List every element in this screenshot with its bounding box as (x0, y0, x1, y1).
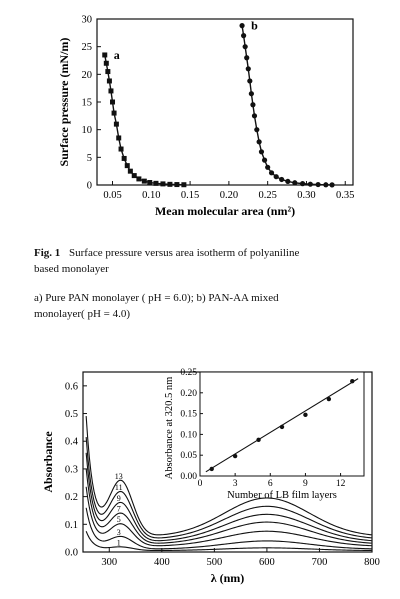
series-b-point (300, 181, 305, 186)
isotherm-frame (97, 19, 353, 185)
series-b-point (269, 170, 274, 175)
spectrum-11-label: 11 (114, 483, 123, 493)
series-a-point (105, 69, 110, 74)
series-b-point (244, 55, 249, 60)
x-tick-label: 500 (206, 557, 223, 568)
x-axis-label: λ (nm) (210, 571, 245, 585)
series-a-point (108, 88, 113, 93)
series-a-point (167, 182, 172, 187)
series-b-point (243, 44, 248, 49)
series-b-point (265, 165, 270, 170)
y-tick-label: 0 (86, 180, 92, 192)
series-a-label: a (113, 47, 120, 62)
series-a-point (136, 176, 141, 181)
caption-line3: a) Pure PAN monolayer ( pH = 6.0); b) PAN-AA mixed (34, 292, 279, 304)
y-tick-label: 0.6 (64, 381, 78, 393)
figure-caption (34, 245, 384, 277)
inset-plot (164, 368, 364, 501)
y-tick-label: 5 (86, 152, 92, 164)
caption-line4: monolayer( pH = 4.0) (34, 308, 131, 320)
series-a-point (181, 182, 186, 187)
inset-data-point (303, 413, 307, 417)
inset-data-point (210, 467, 214, 471)
inset-data-point (280, 425, 284, 429)
caption-title-line2: based monolayer (34, 263, 109, 275)
series-b-point (279, 177, 284, 182)
inset-x-tick-label: 9 (303, 479, 308, 489)
x-axis-label: Mean molecular area (nm²) (154, 204, 296, 218)
series-a-point (112, 111, 117, 116)
series-a-point (174, 182, 179, 187)
x-tick-label: 400 (153, 557, 170, 568)
y-tick-label: 0.3 (64, 464, 78, 476)
spectrum-9-label: 9 (116, 493, 121, 503)
series-b-point (246, 66, 251, 71)
series-a-point (122, 156, 127, 161)
series-a-point (114, 122, 119, 127)
x-tick-label: 800 (364, 557, 380, 568)
series-b-line (242, 26, 332, 185)
y-tick-label: 0.4 (64, 436, 78, 448)
inset-x-tick-label: 6 (267, 479, 273, 489)
series-b-point (252, 113, 257, 118)
series-b-point (259, 149, 264, 154)
series-b-point (323, 182, 328, 187)
series-a-point (142, 179, 147, 184)
series-b-point (274, 174, 279, 179)
series-b-point (292, 180, 297, 185)
inset-x-tick-label: 12 (335, 479, 346, 489)
inset-y-tick-label: 0.05 (180, 451, 197, 462)
x-tick-label: 0.35 (336, 190, 355, 201)
inset-y-tick-label: 0.20 (180, 388, 197, 399)
spectrum-1-label: 1 (116, 538, 121, 548)
figure-caption-detail (34, 290, 384, 322)
series-b-point (241, 33, 246, 38)
x-tick-label: 700 (311, 557, 328, 568)
y-tick-label: 30 (81, 14, 92, 26)
series-a-point (160, 181, 165, 186)
y-axis-label: Surface pressure (mN/m) (57, 37, 71, 167)
caption-title-line1: Surface pressure versus area isotherm of polyaniline (69, 247, 300, 259)
inset-y-tick-label: 0.00 (180, 472, 197, 482)
inset-data-point (327, 397, 331, 401)
y-tick-label: 0.5 (64, 409, 78, 421)
series-b-point (315, 182, 320, 187)
inset-x-tick-label: 0 (197, 479, 203, 489)
isotherm-plot (57, 15, 354, 219)
x-tick-label: 0.15 (180, 190, 200, 201)
inset-y-axis-label: Absorbance at 320.5 nm (164, 376, 175, 480)
inset-x-axis-label: Number of LB film layers (227, 490, 337, 501)
spectrum-3-label: 3 (116, 527, 121, 537)
series-a-point (110, 100, 115, 105)
series-a-point (119, 147, 124, 152)
y-tick-label: 15 (81, 97, 92, 109)
spectrum-13-label: 13 (114, 471, 123, 481)
series-a-point (125, 163, 130, 168)
series-b-point (262, 158, 267, 163)
inset-y-tick-label: 0.15 (180, 409, 197, 420)
series-b-point (247, 78, 252, 83)
inset-y-tick-label: 0.25 (180, 368, 197, 378)
series-a-line (105, 55, 184, 185)
inset-data-point (233, 454, 237, 458)
series-b-point (329, 182, 334, 187)
series-b-label: b (251, 18, 258, 33)
x-tick-label: 0.20 (219, 190, 239, 201)
series-a-point (104, 61, 109, 66)
series-b-point (254, 127, 259, 132)
y-tick-label: 0.0 (64, 547, 78, 559)
y-tick-label: 0.1 (64, 519, 78, 531)
inset-x-tick-label: 3 (232, 479, 238, 489)
series-b-point (250, 102, 255, 107)
series-a-point (128, 169, 133, 174)
figure-number: Fig. 1 (34, 247, 61, 259)
series-a-point (153, 181, 158, 186)
series-b-point (239, 23, 244, 28)
series-b-point (257, 139, 262, 144)
series-a-point (116, 135, 121, 140)
y-tick-label: 20 (81, 69, 92, 81)
spectrum-5-label: 5 (116, 515, 121, 525)
series-b-point (285, 179, 290, 184)
x-tick-label: 300 (101, 557, 118, 568)
x-tick-label: 0.05 (103, 190, 122, 201)
series-a-point (132, 173, 137, 178)
x-tick-label: 0.10 (142, 190, 161, 201)
y-tick-label: 25 (81, 42, 92, 54)
series-b-point (308, 182, 313, 187)
y-tick-label: 10 (81, 125, 92, 137)
series-b-point (249, 91, 254, 96)
series-a-point (147, 180, 152, 185)
inset-data-point (350, 379, 354, 383)
inset-y-tick-label: 0.10 (180, 430, 197, 441)
spectrum-7-label: 7 (116, 504, 121, 514)
x-tick-label: 0.25 (258, 190, 277, 201)
x-tick-label: 0.30 (297, 190, 316, 201)
x-tick-label: 600 (259, 557, 275, 568)
inset-data-point (256, 438, 260, 442)
series-a-point (102, 52, 107, 57)
y-tick-label: 0.2 (64, 492, 78, 504)
series-a-point (107, 78, 112, 83)
y-axis-label: Absorbance (41, 431, 55, 493)
